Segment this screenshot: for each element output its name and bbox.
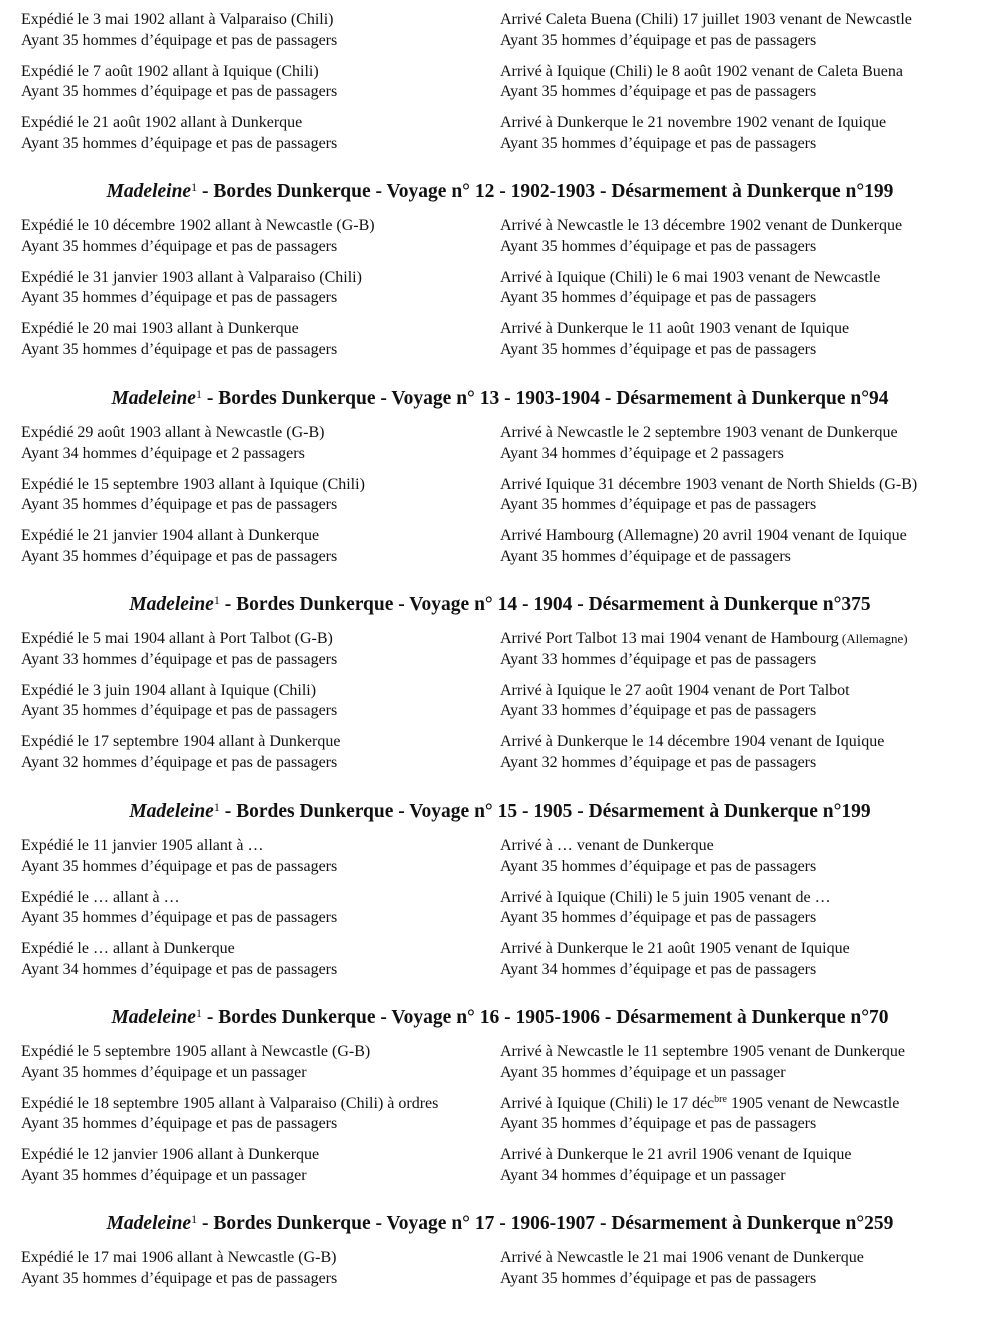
arrival-line: Arrivé à Iquique (Chili) le 8 août 1902 venant de Caleta Buena — [500, 62, 903, 80]
departure-entry — [0, 732, 490, 784]
departure-line: Expédié le 17 mai 1906 allant à Newcastle (G-B) — [21, 1249, 337, 1266]
departure-line: Expédié le 21 janvier 1904 allant à Dunkerque — [21, 527, 320, 544]
departure-entry — [0, 836, 490, 888]
leg-row — [0, 423, 1000, 475]
leg-row — [0, 888, 1000, 940]
footnote-ref: 1 — [213, 800, 220, 814]
arrival-entry — [490, 216, 902, 268]
arrival-entry — [490, 526, 907, 578]
arrival-entry — [490, 681, 850, 733]
arrival-entry — [490, 629, 908, 681]
arrival-entry — [490, 62, 903, 114]
departure-line: Expédié le 10 décembre 1902 allant à Newcastle (G-B) — [21, 217, 375, 234]
voyage-17-rows — [0, 1248, 1000, 1300]
arrival-line: Arrivé Hambourg (Allemagne) 20 avril 1904 venant de Iquique — [500, 527, 907, 544]
crew-line: Ayant 33 hommes d’équipage et pas de passagers — [500, 702, 817, 719]
crew-line: Ayant 35 hommes d’équipage et pas de passagers — [21, 1269, 338, 1287]
departure-entry — [0, 423, 490, 475]
voyage-details: - Bordes Dunkerque - Voyage n° 13 - 1903-1904 - Désarmement à Dunkerque n°94 — [201, 388, 889, 409]
crew-line: Ayant 35 hommes d’équipage et pas de passagers — [21, 31, 338, 49]
arrival-entry — [490, 319, 849, 371]
arrival-line: Arrivé à … venant de Dunkerque — [500, 837, 714, 854]
crew-line: Ayant 35 hommes d’équipage et pas de passagers — [500, 289, 817, 306]
crew-line: Ayant 35 hommes d’équipage et pas de passagers — [500, 340, 817, 358]
departure-line: Expédié le … allant à … — [21, 888, 180, 906]
ship-name: Madeleine — [106, 181, 192, 202]
crew-line: Ayant 35 hommes d’équipage et pas de passagers — [21, 909, 338, 926]
voyage-details: - Bordes Dunkerque - Voyage n° 16 - 1905-1906 - Désarmement à Dunkerque n°70 — [201, 1007, 889, 1028]
voyage-heading-13 — [0, 387, 1000, 411]
arrival-entry — [490, 732, 884, 784]
leg-row — [0, 1248, 1000, 1300]
leg-row — [0, 10, 1000, 62]
departure-line: Expédié le 3 mai 1902 allant à Valparaiso (Chili) — [21, 11, 334, 28]
departure-line: Expédié le 20 mai 1903 allant à Dunkerque — [21, 320, 299, 337]
arrival-entry — [490, 1042, 905, 1094]
crew-line: Ayant 35 hommes d’équipage et un passager — [21, 1063, 307, 1081]
leg-row — [0, 732, 1000, 784]
arrival-entry — [490, 1094, 899, 1146]
arrival-line: Arrivé à Newcastle le 11 septembre 1905 venant de Dunkerque — [500, 1043, 906, 1060]
crew-line: Ayant 35 hommes d’équipage et de passagers — [500, 547, 791, 565]
leg-row — [0, 629, 1000, 681]
departure-entry — [0, 1042, 490, 1094]
leg-row — [0, 475, 1000, 527]
crew-line: Ayant 35 hommes d’équipage et pas de passagers — [21, 289, 338, 306]
crew-line: Ayant 35 hommes d’équipage et pas de passagers — [500, 31, 817, 49]
leg-row — [0, 113, 1000, 165]
footnote-ref: 1 — [195, 387, 202, 401]
voyage-13-rows — [0, 423, 1000, 578]
crew-line: Ayant 34 hommes d’équipage et 2 passagers — [21, 444, 305, 462]
arrival-entry — [490, 423, 898, 475]
departure-line: Expédié le 12 janvier 1906 allant à Dunkerque — [21, 1146, 320, 1163]
arrival-line: Arrivé à Dunkerque le 21 avril 1906 venant de Iquique — [500, 1146, 852, 1163]
arrival-line: Arrivé à Iquique le 27 août 1904 venant de Port Talbot — [500, 681, 850, 699]
crew-line: Ayant 34 hommes d’équipage et pas de passagers — [500, 960, 817, 978]
arrival-line: Arrivé à Iquique (Chili) le 6 mai 1903 venant de Newcastle — [500, 268, 881, 286]
voyage-16-rows — [0, 1042, 1000, 1197]
arrival-entry — [490, 836, 816, 888]
crew-line: Ayant 35 hommes d’équipage et pas de passagers — [500, 909, 817, 926]
departure-entry — [0, 1094, 490, 1146]
crew-line: Ayant 34 hommes d’équipage et 2 passagers — [500, 444, 784, 462]
arrival-entry — [490, 268, 880, 320]
voyage-14-rows — [0, 629, 1000, 784]
departure-line: Expédié le 31 janvier 1903 allant à Valparaiso (Chili) — [21, 268, 362, 286]
crew-line: Ayant 35 hommes d’équipage et pas de passagers — [500, 237, 817, 255]
arrival-line: Arrivé à Iquique (Chili) le 5 juin 1905 venant de … — [500, 888, 831, 906]
departure-entry — [0, 939, 490, 991]
voyage-11-rows — [0, 10, 1000, 165]
arrival-entry — [490, 939, 850, 991]
arrival-country-note: (Allemagne) — [838, 631, 908, 646]
arrival-entry — [490, 475, 917, 527]
crew-line: Ayant 34 hommes d’équipage et un passager — [500, 1166, 786, 1184]
crew-line: Ayant 33 hommes d’équipage et pas de passagers — [500, 650, 817, 668]
footnote-ref: 1 — [191, 1212, 198, 1226]
departure-entry — [0, 629, 490, 681]
arrival-entry — [490, 1248, 864, 1300]
departure-entry — [0, 113, 490, 165]
departure-line: Expédié 29 août 1903 allant à Newcastle (G-B) — [21, 424, 325, 441]
voyage-heading-16 — [0, 1006, 1000, 1030]
departure-entry — [0, 268, 490, 320]
crew-line: Ayant 35 hommes d’équipage et pas de passagers — [21, 340, 338, 358]
arrival-line: Arrivé à Newcastle le 21 mai 1906 venant de Dunkerque — [500, 1249, 864, 1266]
voyage-12-rows — [0, 216, 1000, 371]
departure-line: Expédié le … allant à Dunkerque — [21, 940, 235, 957]
voyage-heading-15 — [0, 800, 1000, 824]
departure-entry — [0, 475, 490, 527]
leg-row — [0, 836, 1000, 888]
arrival-line — [500, 629, 908, 650]
arrival-text: Arrivé Port Talbot 13 mai 1904 venant de Hambourg — [500, 630, 839, 647]
crew-line: Ayant 35 hommes d’équipage et pas de passagers — [500, 496, 817, 513]
departure-entry — [0, 681, 490, 733]
crew-line: Ayant 35 hommes d’équipage et pas de passagers — [21, 496, 338, 513]
crew-line: Ayant 35 hommes d’équipage et pas de passagers — [500, 1269, 817, 1287]
arrival-entry — [490, 10, 912, 62]
crew-line: Ayant 35 hommes d’équipage et pas de passagers — [21, 547, 338, 565]
departure-line: Expédié le 5 septembre 1905 allant à Newcastle (G-B) — [21, 1043, 371, 1060]
leg-row — [0, 62, 1000, 114]
arrival-line: Arrivé à Newcastle le 13 décembre 1902 venant de Dunkerque — [500, 217, 903, 234]
voyage-details: - Bordes Dunkerque - Voyage n° 12 - 1902-1903 - Désarmement à Dunkerque n°199 — [197, 181, 894, 202]
leg-row — [0, 1042, 1000, 1094]
crew-line: Ayant 35 hommes d’équipage et pas de passagers — [500, 1115, 817, 1132]
month-abbrev-sup: bre — [714, 1093, 727, 1105]
departure-line: Expédié le 21 août 1902 allant à Dunkerque — [21, 114, 303, 131]
departure-line: Expédié le 18 septembre 1905 allant à Valparaiso (Chili) à ordres — [21, 1094, 439, 1112]
departure-entry — [0, 1145, 490, 1197]
arrival-entry — [490, 113, 886, 165]
leg-row — [0, 939, 1000, 991]
leg-row — [0, 268, 1000, 320]
crew-line: Ayant 35 hommes d’équipage et un passager — [500, 1063, 786, 1081]
arrival-line — [500, 1094, 899, 1115]
crew-line: Ayant 35 hommes d’équipage et pas de passagers — [21, 702, 338, 719]
arrival-line: Arrivé à Dunkerque le 21 novembre 1902 venant de Iquique — [500, 114, 887, 131]
departure-line: Expédié le 11 janvier 1905 allant à … — [21, 837, 264, 854]
departure-entry — [0, 888, 490, 940]
leg-row — [0, 1145, 1000, 1197]
footnote-ref: 1 — [195, 1006, 202, 1020]
crew-line: Ayant 35 hommes d’équipage et pas de passagers — [500, 83, 817, 100]
ship-name: Madeleine — [111, 388, 196, 409]
voyage-15-rows — [0, 836, 1000, 991]
leg-row — [0, 319, 1000, 371]
crew-line: Ayant 34 hommes d’équipage et pas de passagers — [21, 960, 338, 978]
departure-line: Expédié le 3 juin 1904 allant à Iquique (Chili) — [21, 681, 317, 699]
footnote-ref: 1 — [213, 593, 220, 607]
arrival-line: Arrivé à Dunkerque le 14 décembre 1904 venant de Iquique — [500, 733, 885, 750]
departure-line: Expédié le 5 mai 1904 allant à Port Talbot (G-B) — [21, 630, 333, 647]
crew-line: Ayant 35 hommes d’équipage et pas de passagers — [500, 134, 817, 152]
departure-entry — [0, 526, 490, 578]
ship-name: Madeleine — [111, 1007, 196, 1028]
leg-row — [0, 1094, 1000, 1146]
crew-line: Ayant 35 hommes d’équipage et pas de passagers — [21, 83, 338, 100]
arrival-text-rest: 1905 venant de Newcastle — [726, 1094, 900, 1112]
arrival-entry — [490, 1145, 851, 1197]
crew-line: Ayant 35 hommes d’équipage et pas de passagers — [500, 857, 817, 875]
crew-line: Ayant 32 hommes d’équipage et pas de passagers — [21, 753, 338, 771]
arrival-entry — [490, 888, 831, 940]
arrival-line: Arrivé Iquique 31 décembre 1903 venant de North Shields (G-B) — [500, 475, 918, 493]
voyage-details: - Bordes Dunkerque - Voyage n° 17 - 1906-1907 - Désarmement à Dunkerque n°259 — [197, 1213, 894, 1234]
footnote-ref: 1 — [191, 180, 198, 194]
arrival-line: Arrivé à Dunkerque le 21 août 1905 venant de Iquique — [500, 940, 850, 957]
crew-line: Ayant 35 hommes d’équipage et pas de passagers — [21, 857, 338, 875]
crew-line: Ayant 32 hommes d’équipage et pas de passagers — [500, 753, 817, 771]
crew-line: Ayant 33 hommes d’équipage et pas de passagers — [21, 650, 338, 668]
departure-line: Expédié le 7 août 1902 allant à Iquique (Chili) — [21, 62, 319, 80]
crew-line: Ayant 35 hommes d’équipage et pas de passagers — [21, 237, 338, 255]
leg-row — [0, 681, 1000, 733]
ship-name: Madeleine — [129, 801, 214, 822]
crew-line: Ayant 35 hommes d’équipage et pas de passagers — [21, 1115, 338, 1132]
leg-row — [0, 216, 1000, 268]
departure-line: Expédié le 15 septembre 1903 allant à Iquique (Chili) — [21, 475, 365, 493]
leg-row — [0, 526, 1000, 578]
arrival-line: Arrivé Caleta Buena (Chili) 17 juillet 1903 venant de Newcastle — [500, 11, 912, 28]
departure-entry — [0, 319, 490, 371]
voyage-heading-12 — [0, 180, 1000, 204]
crew-line: Ayant 35 hommes d’équipage et un passager — [21, 1166, 307, 1184]
voyage-heading-17 — [0, 1212, 1000, 1236]
departure-entry — [0, 1248, 490, 1300]
arrival-line: Arrivé à Newcastle le 2 septembre 1903 venant de Dunkerque — [500, 424, 898, 441]
ship-name: Madeleine — [106, 1213, 192, 1234]
departure-entry — [0, 216, 490, 268]
ship-name: Madeleine — [129, 594, 214, 615]
arrival-text: Arrivé à Iquique (Chili) le 17 déc — [500, 1094, 715, 1112]
voyage-details: - Bordes Dunkerque - Voyage n° 15 - 1905 - Désarmement à Dunkerque n°199 — [219, 801, 871, 822]
departure-entry — [0, 62, 490, 114]
crew-line: Ayant 35 hommes d’équipage et pas de passagers — [21, 134, 338, 152]
voyage-heading-14 — [0, 593, 1000, 617]
departure-entry — [0, 10, 490, 62]
arrival-line: Arrivé à Dunkerque le 11 août 1903 venant de Iquique — [500, 320, 850, 337]
departure-line: Expédié le 17 septembre 1904 allant à Dunkerque — [21, 733, 341, 750]
voyage-details: - Bordes Dunkerque - Voyage n° 14 - 1904 - Désarmement à Dunkerque n°375 — [219, 594, 871, 615]
